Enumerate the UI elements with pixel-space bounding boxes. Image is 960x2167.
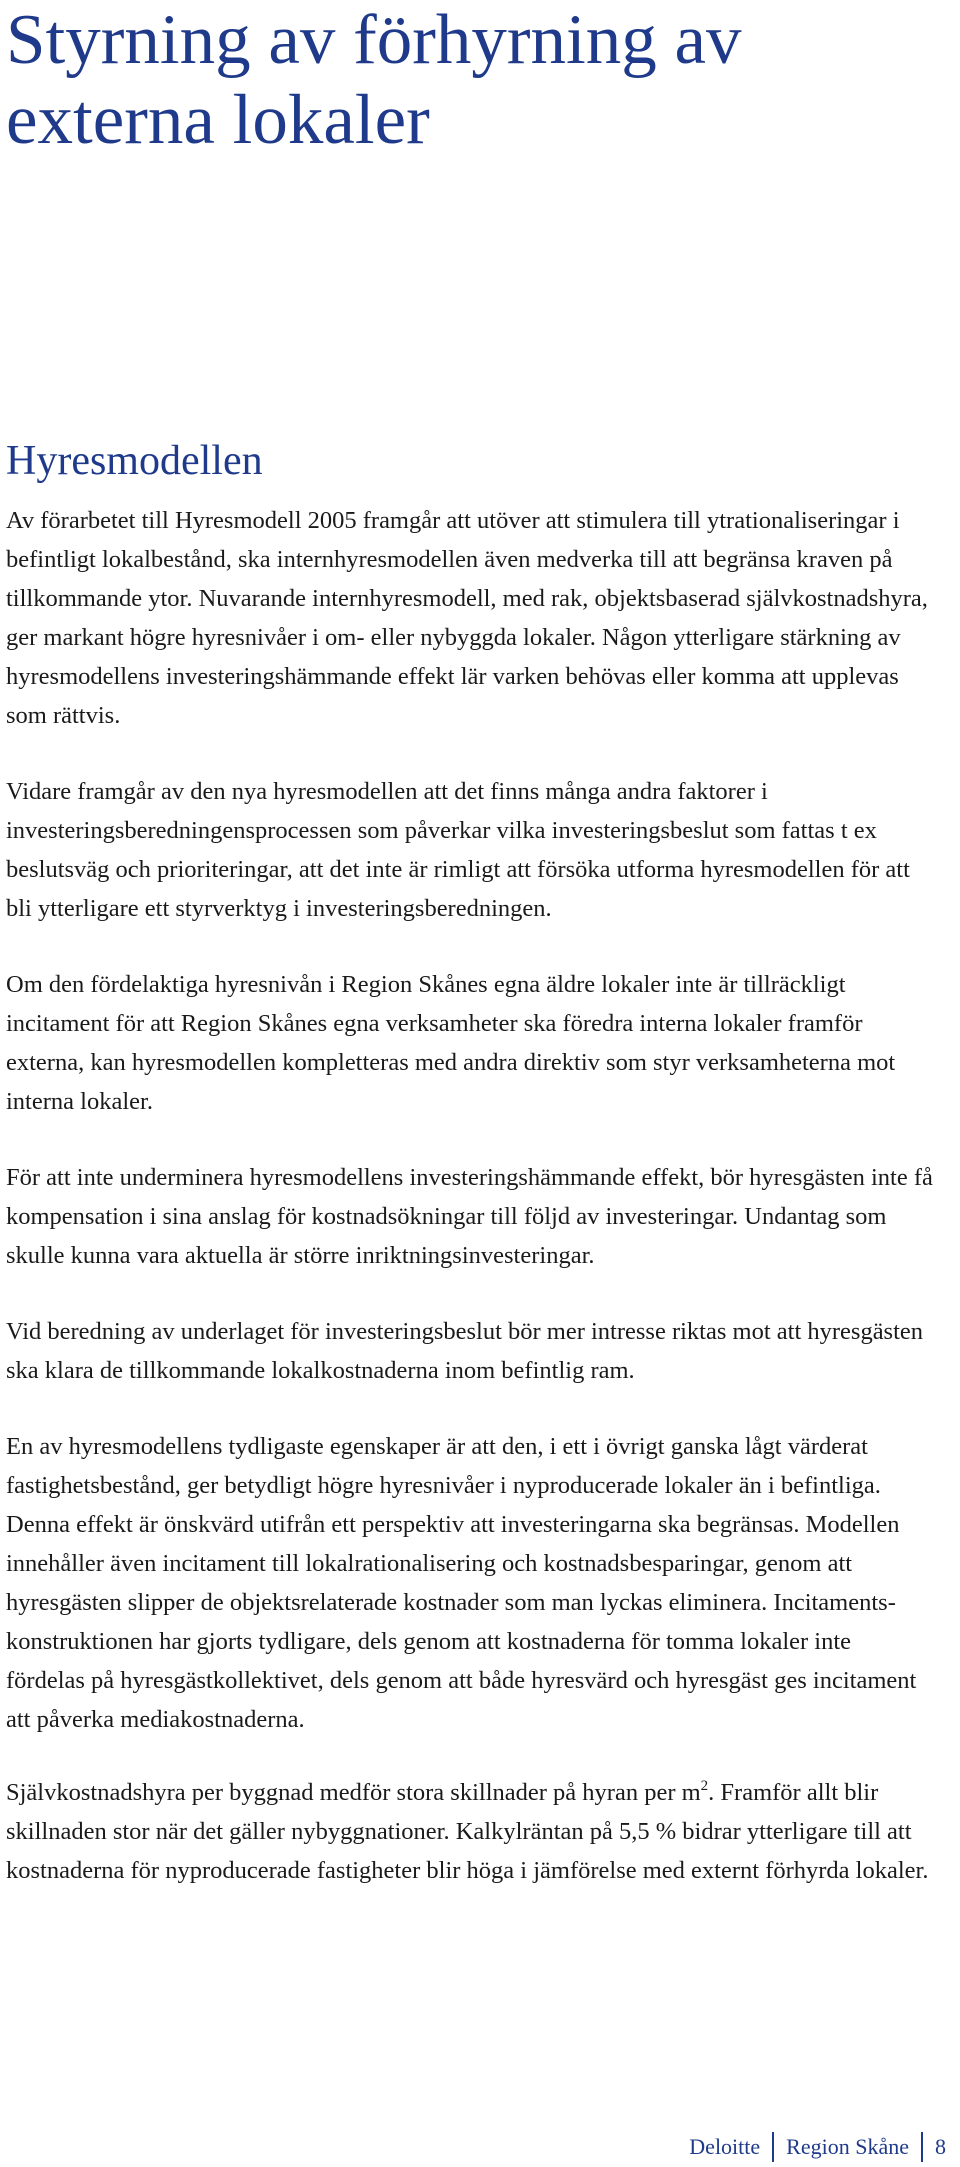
footer-divider bbox=[772, 2132, 774, 2162]
section-heading: Hyresmodellen bbox=[6, 438, 263, 484]
footer-company: Deloitte bbox=[689, 2134, 761, 2159]
page-title: Styrning av förhyrning av externa lokaler bbox=[6, 1, 742, 159]
footer-client: Region Skåne bbox=[786, 2134, 909, 2159]
paragraph-7 bbox=[6, 1773, 936, 1890]
page-number: 8 bbox=[935, 2134, 946, 2159]
paragraph-5: Vid beredning av underlaget för investeringsbeslut bör mer intresse riktas mot att hyresgästen ska klara de tillkommande lokalkostnaderna inom befintlig ram. bbox=[6, 1318, 924, 1384]
page-footer bbox=[689, 2132, 946, 2162]
paragraph-7-start: Självkostnadshyra per byggnad medför stora skillnader på hyran per m bbox=[6, 1779, 701, 1806]
paragraph-7-end: . Framför allt blir skillnaden stor när det gäller nybyggnationer. Kalkylräntan på 5,5 % bidrar ytterligare till att kostnaderna för nyproducerade fastigheter blir höga i jämförelse med externt förhyrda lokaler. bbox=[6, 1779, 929, 1884]
paragraph-4: För att inte underminera hyresmodellens investeringshämmande effekt, bör hyresgästen inte få kompensation i sina anslag för kostnadsökningar till följd av investeringar. Undantag som skulle kunna vara aktuella är större inriktningsinvesteringar. bbox=[6, 1164, 933, 1269]
superscript-2: 2 bbox=[700, 1778, 709, 1794]
paragraph-1: Av förarbetet till Hyresmodell 2005 framgår att utöver att stimulera till ytrationaliseringar i befintligt lokalbestånd, ska internhyresmodellen även medverka till att begränsa kraven på tillkommande ytor. Nuvarande internhyresmodell, med rak, objektsbaserad självkostnadshyra, ger markant högre hyresnivåer i om- eller nybyggda lokaler. Någon ytterligare stärkning av hyresmodellens investeringshämmande effekt lär varken behövas eller komma att upplevas som rättvis. bbox=[6, 507, 928, 729]
body-text bbox=[6, 501, 936, 1927]
paragraph-6: En av hyresmodellens tydligaste egenskaper är att den, i ett i övrigt ganska lågt värderat fastighetsbestånd, ger betydligt högre hyresnivåer i nyproducerade lokaler än i befintliga. Denna effekt är önskvärd utifrån ett perspektiv att investeringarna ska begränsas. Modellen innehåller även incitament till lokalrationalisering och kostnadsbesparingar, genom att hyresgästen slipper de objektsrelaterade kostnader som man lyckas eliminera. Incitaments-konstruktionen har gjorts tydligare, dels genom att kostnaderna för tomma lokaler inte fördelas på hyresgästkollektivet, dels genom att både hyresvärd och hyresgäst ges incitament att påverka mediakostnaderna. bbox=[6, 1433, 917, 1733]
paragraph-2: Vidare framgår av den nya hyresmodellen att det finns många andra faktorer i investeringsberedningensprocessen som påverkar vilka investeringsbeslut som fattas t ex beslutsväg och prioriteringar, att det inte är rimligt att försöka utforma hyresmodellen för att bli ytterligare ett styrverktyg i investeringsberedningen. bbox=[6, 778, 910, 922]
footer-divider-2 bbox=[921, 2132, 923, 2162]
paragraph-3: Om den fördelaktiga hyresnivån i Region Skånes egna äldre lokaler inte är tillräckligt incitament för att Region Skånes egna verksamheter ska föredra interna lokaler framför externa, kan hyresmodellen kompletteras med andra direktiv som styr verksamheterna mot interna lokaler. bbox=[6, 971, 896, 1115]
